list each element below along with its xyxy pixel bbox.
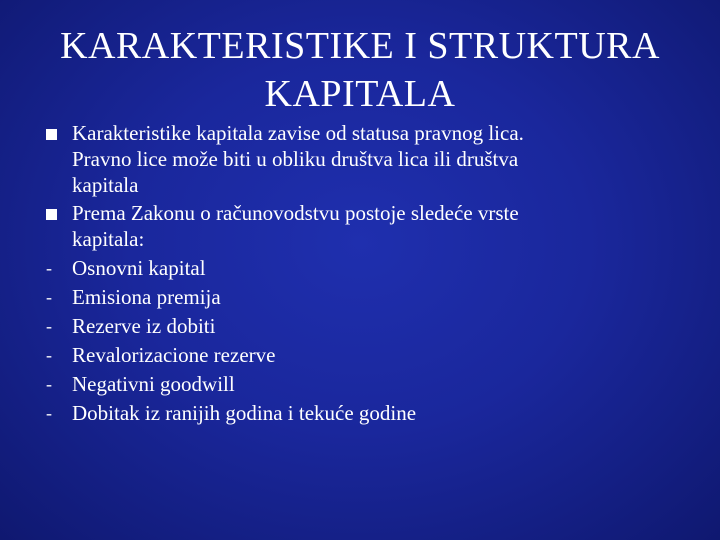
sub-item	[44, 342, 684, 368]
sub-item-text: Emisiona premija	[72, 285, 221, 309]
dash-bullet-icon: -	[46, 287, 52, 307]
slide-title-line-1: KARAKTERISTIKE I STRUKTURA	[60, 25, 660, 67]
bullet-text-line: kapitala	[72, 173, 139, 197]
dash-bullet-icon: -	[46, 316, 52, 336]
bullet-text-line: Pravno lice može biti u obliku društva lica ili društva	[72, 147, 519, 171]
slide-title	[36, 22, 684, 118]
dash-bullet-icon: -	[46, 258, 52, 278]
sub-item-text: Dobitak iz ranijih godina i tekuće godine	[72, 401, 417, 425]
sub-item-text: Osnovni kapital	[72, 256, 206, 280]
sub-item	[44, 400, 684, 426]
dash-bullet-icon: -	[46, 403, 52, 423]
bullet-text-line: Karakteristike kapitala zavise od statusa pravnog lica.	[72, 121, 524, 145]
bullet-item	[44, 120, 684, 198]
sub-item	[44, 313, 684, 339]
bullet-text-line: Prema Zakonu o računovodstvu postoje sledeće vrste	[72, 201, 519, 225]
sub-item-text: Negativni goodwill	[72, 372, 235, 396]
sub-item	[44, 255, 684, 281]
dash-bullet-icon: -	[46, 374, 52, 394]
bullet-item	[44, 200, 684, 252]
sub-item	[44, 371, 684, 397]
dash-bullet-icon: -	[46, 345, 52, 365]
sub-item	[44, 284, 684, 310]
square-bullet-icon	[46, 129, 57, 140]
sub-item-text: Revalorizacione rezerve	[72, 343, 276, 367]
sub-item-text: Rezerve iz dobiti	[72, 314, 216, 338]
bullet-text-line: kapitala:	[72, 227, 145, 251]
square-bullet-icon	[46, 209, 57, 220]
slide-content	[44, 120, 684, 426]
slide-title-line-2: KAPITALA	[264, 73, 456, 115]
